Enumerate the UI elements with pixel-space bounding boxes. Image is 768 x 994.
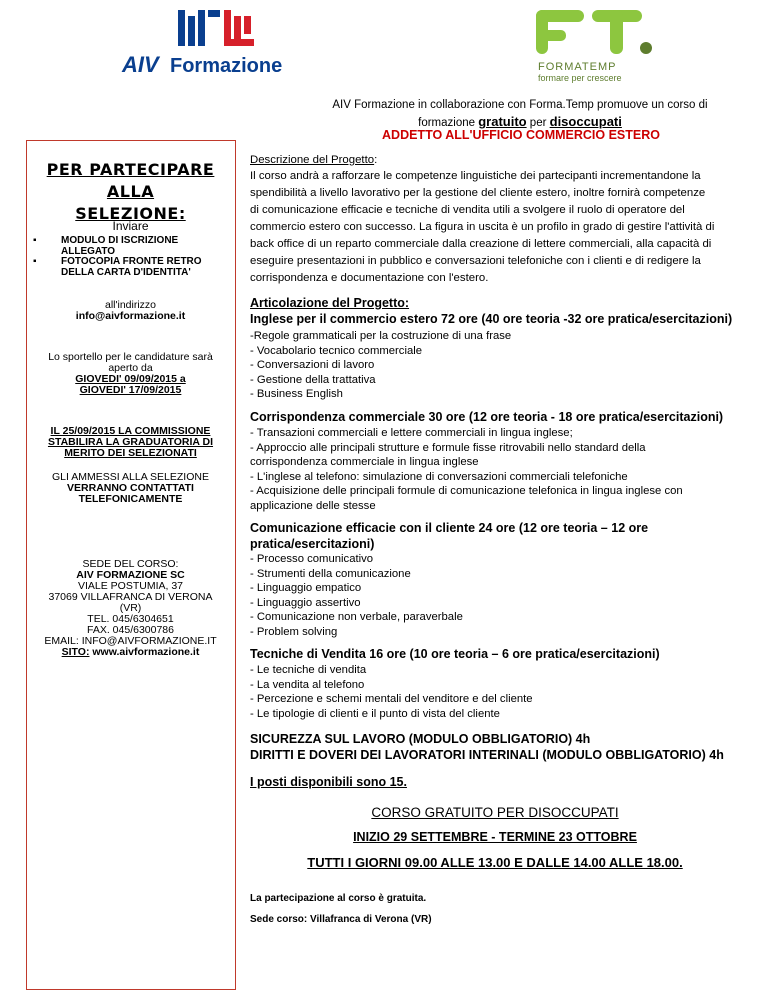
email-link[interactable]: info@aivformazione.it: [75, 310, 186, 322]
intro-line-2: formazione gratuito per disoccupati: [418, 114, 622, 129]
course-dates: INIZIO 29 SETTEMBRE - TERMINE 23 OTTOBRE: [353, 830, 637, 844]
commission-line-2: STABILIRA LA GRADUATORIA DI: [47, 436, 214, 448]
tel: TEL. 045/6304651: [87, 613, 174, 625]
commission-line-3: MERITO DEI SELEZIONATI: [64, 447, 197, 459]
desc-text: Il corso andrà a rafforzare le competenze linguistiche dei partecipanti incrementandone la spendibilità a livello lavorativo per la gestione del cliente estero, inoltre fornirà competenze di comunicazione efficacie e tecniche di vendita utili a svolgere il ruolo di operatore del commercio estero con successo. La figura in uscita è un profilo in grado di gestire l'attività di back office di un reparto commerciale dalla creazione di lettere commerciali, alla capacità di eseguire presentazioni in pubblico e conversazioni telefoniche con i clienti e di redigere la corrispondenza e documentazione con l'estero.: [250, 170, 715, 284]
desc-title: Descrizione del Progetto:: [250, 154, 378, 166]
seat-street: VIALE POSTUMIA, 37: [77, 580, 184, 592]
date-start: GIOVEDI' 09/09/2015 a: [75, 373, 186, 385]
seats-available: I posti disponibili sono 15.: [250, 775, 407, 789]
list-item: ▪ FOTOCOPIA FRONTE RETRO DELLA CARTA D'IDENTITA': [33, 256, 202, 278]
aiv-bars-icon: [178, 10, 254, 46]
sportello-line-2: aperto da: [108, 362, 153, 374]
seat-label: SEDE DEL CORSO:: [82, 558, 179, 570]
list-item: ▪ MODULO DI ISCRIZIONE ALLEGATO: [33, 235, 179, 257]
formatemp-logo: [530, 6, 658, 84]
ft-letters-icon: [536, 10, 652, 54]
seat-city: 37069 VILLAFRANCA DI VERONA: [48, 591, 213, 603]
email-contact[interactable]: EMAIL: INFO@AIVFORMAZIONE.IT: [44, 635, 217, 647]
sportello-line-1: Lo sportello per le candidature sarà: [48, 351, 213, 363]
sales-module-list: - Le tecniche di vendita - La vendita al telefono - Percezione e schemi mentali del venditore e del cliente - Le tipologie di clienti e il punto di vista del cliente: [250, 664, 533, 720]
course-title: ADDETTO ALL'UFFICIO COMMERCIO ESTERO: [382, 128, 660, 142]
note-free: La partecipazione al corso è gratuita.: [250, 893, 427, 904]
free-course-banner: CORSO GRATUITO PER DISOCCUPATI: [371, 805, 619, 820]
safety-module: SICUREZZA SUL LAVORO (MODULO OBBLIGATORIO) 4h: [250, 732, 591, 746]
seat-province: (VR): [119, 602, 142, 614]
site-link[interactable]: SITO: www.aivformazione.it: [61, 646, 200, 658]
send-label: Inviare: [112, 219, 149, 233]
articolazione-title: Articolazione del Progetto:: [250, 296, 410, 310]
english-module-title: Inglese per il commercio estero 72 ore (40 ore teoria -32 ore pratica/esercitazioni): [250, 312, 733, 326]
svg-text:FORMATEMP: FORMATEMP: [538, 61, 617, 73]
address-label: all'indirizzo: [104, 299, 157, 311]
date-end: GIOVEDI' 17/09/2015: [79, 384, 182, 396]
aiv-formazione-logo: [120, 8, 312, 78]
note-seat: Sede corso: Villafranca di Verona (VR): [250, 914, 432, 925]
rights-module: DIRITTI E DOVERI DEI LAVORATORI INTERINALI (MODULO OBBLIGATORIO) 4h: [250, 748, 724, 762]
com-module-title: Comunicazione efficacie con il cliente 24 ore (12 ore teoria – 12 ore pratica/esercitazioni): [250, 521, 649, 551]
sidebar-box: [26, 140, 236, 990]
english-module-list: -Regole grammaticali per la costruzione di una frase - Vocabolario tecnico commerciale - Conversazioni di lavoro - Gestione della trattativa - Business English: [250, 330, 512, 400]
admitted-line-2: VERRANNO CONTATTATI: [67, 482, 194, 494]
commission-line-1: IL 25/09/2015 LA COMMISSIONE: [50, 425, 211, 437]
intro-line-1: AIV Formazione in collaborazione con Forma.Temp promuove un corso di: [332, 99, 708, 111]
seat-name: AIV FORMAZIONE SC: [76, 569, 185, 581]
com-module-list: - Processo comunicativo - Strumenti della comunicazione - Linguaggio empatico - Linguaggio assertivo - Comunicazione non verbale, paraverbale - Problem solving: [250, 553, 463, 638]
course-hours: TUTTI I GIORNI 09.00 ALLE 13.00 E DALLE 14.00 ALLE 18.00.: [307, 855, 683, 870]
admitted-line-3: TELEFONICAMENTE: [78, 493, 183, 505]
svg-text:formare per crescere: formare per crescere: [538, 73, 622, 83]
svg-text:Formazione: Formazione: [170, 55, 283, 77]
sidebar-title: PER PARTECIPARE ALLA SELEZIONE:: [46, 160, 215, 223]
corr-module-list: - Transazioni commerciali e lettere commerciali in lingua inglese; - Approccio alle principali strutture e formule fisse ritrovabili nello standard della corrispondenza commerciale in lingua inglese - L'inglese al telefono: simulazione di conversazioni commerciali telefoniche - Acquisizione delle principali formule di comunicazione telefonica in lingua inglese con applicazione delle stesse: [250, 427, 683, 512]
corr-module-title: Corrispondenza commerciale 30 ore (12 ore teoria - 18 ore pratica/esercitazioni): [250, 410, 724, 424]
fax: FAX. 045/6300786: [87, 624, 174, 636]
sales-module-title: Tecniche di Vendita 16 ore (10 ore teoria – 6 ore pratica/esercitazioni): [250, 647, 660, 661]
admitted-line-1: GLI AMMESSI ALLA SELEZIONE: [52, 471, 209, 483]
svg-text:AIV: AIV: [122, 52, 159, 77]
